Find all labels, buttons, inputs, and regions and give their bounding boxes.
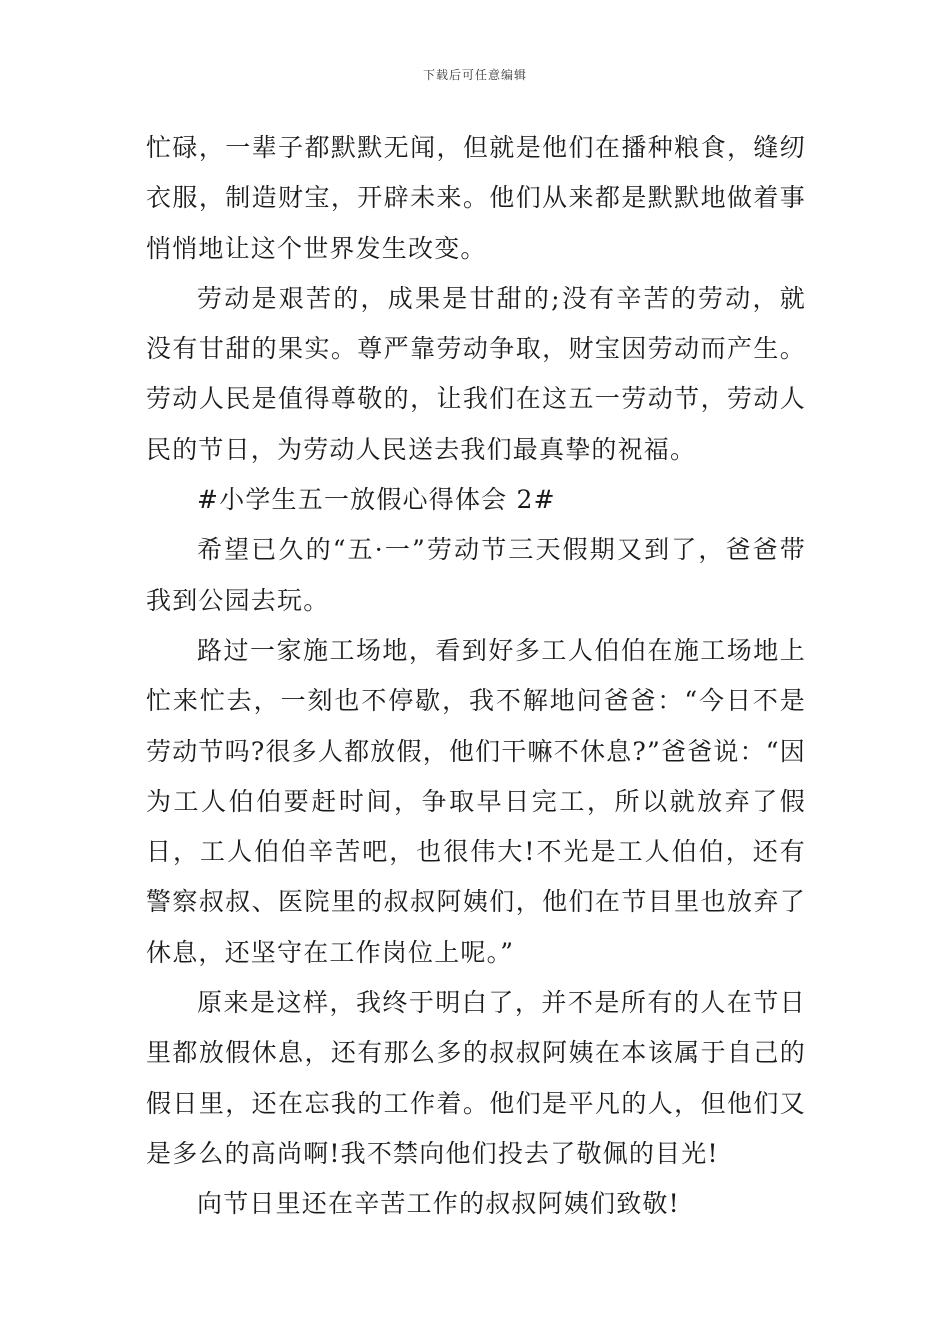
paragraph-1: 忙碌，一辈子都默默无闻，但就是他们在播种粮食，缝纫衣服，制造财宝，开辟未来。他们从来都是默默地做着事悄悄地让这个世界发生改变。 <box>146 133 806 263</box>
paragraph-5: 原来是这样，我终于明白了，并不是所有的人在节日里都放假休息，还有那么多的叔叔阿姨在本该属于自己的假日里，还在忘我的工作着。他们是平凡的人，但他们又是多么的高尚啊!我不禁向他们投去了敬佩的目光! <box>146 988 806 1168</box>
paragraph-2: 劳动是艰苦的，成果是甘甜的;没有辛苦的劳动，就没有甘甜的果实。尊严靠劳动争取，财宝因劳动而产生。劳动人民是值得尊敬的，让我们在这五一劳动节，劳动人民的节日，为劳动人民送去我们最真挚的祝福。 <box>146 283 806 464</box>
section-heading: #小学生五一放假心得体会 2# <box>197 485 556 515</box>
page-header-note: 下载后可任意编辑 <box>422 68 527 82</box>
paragraph-6: 向节日里还在辛苦工作的叔叔阿姨们致敬! <box>197 1189 680 1219</box>
document-body <box>146 123 806 1230</box>
paragraph-3: 希望已久的“五·一”劳动节三天假期又到了，爸爸带我到公园去玩。 <box>146 535 806 615</box>
paragraph-4: 路过一家施工场地，看到好多工人伯伯在施工场地上忙来忙去，一刻也不停歇，我不解地问爸爸：“今日不是劳动节吗?很多人都放假，他们干嘛不休息?”爸爸说：“因为工人伯伯要赶时间，争取早日完工，所以就放弃了假日，工人伯伯辛苦吧，也很伟大!不光是工人伯伯，还有警察叔叔、医院里的叔叔阿姨们，他们在节目里也放弃了休息，还坚守在工作岗位上呢。” <box>146 635 806 967</box>
